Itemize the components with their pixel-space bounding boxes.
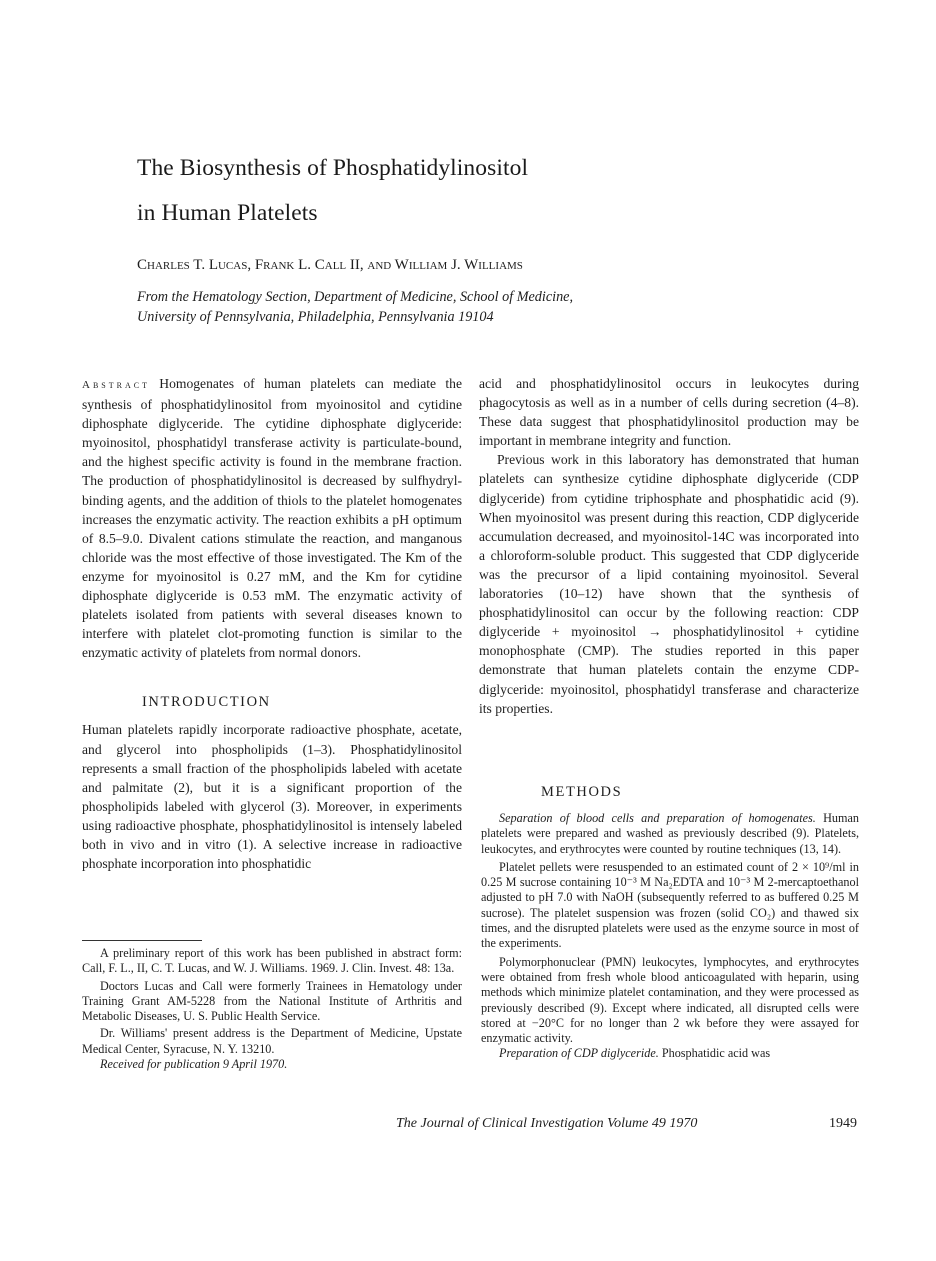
journal-footer: The Journal of Clinical Investigation Volume 49 1970 <box>396 1116 698 1131</box>
footnote-trainees: Doctors Lucas and Call were formerly Trainees in Hematology under Training Grant AM-5228 from the National Institute of Arthritis and Metabolic Diseases, U. S. Public Health Service. <box>82 978 462 1024</box>
received-date: Received for publication 9 April 1970. <box>100 1057 288 1072</box>
methods-paragraph-1 <box>481 811 859 857</box>
left-column <box>82 374 462 873</box>
introduction-heading: INTRODUCTION <box>142 694 271 711</box>
methods-section <box>481 811 859 1062</box>
footnote-present-address: Dr. Williams' present address is the Department of Medicine, Upstate Medical Center, Syracuse, N. Y. 13210. <box>82 1026 462 1056</box>
paper-title-line-1: The Biosynthesis of Phosphatidylinositol <box>137 155 529 181</box>
affiliation-line-2: University of Pennsylvania, Philadelphia, Pennsylvania 19104 <box>137 309 494 325</box>
footnote-divider <box>82 940 202 941</box>
introduction-paragraph-1: Human platelets rapidly incorporate radioactive phosphate, acetate, and glycerol into phospholipids (1–3). Phosphatidylinositol represents a small fraction of the phospholipids labeled with acetate and palmitate (2), but it is a significant proportion of the phospholipids labeled with glycerol (3). Moreover, in experiments using radioactive phosphate, phosphatidylinositol is intensely labeled both in vivo and in vitro (1). A selective increase in radioactive phosphate incorporation into phosphatidic <box>82 722 462 872</box>
introduction-paragraph-1-continued: acid and phosphatidylinositol occurs in leukocytes during phagocytosis as well as in a number of cells during secretion (4–8). These data suggest that phosphatidylinositol production may be important in membrane integrity and function. <box>479 376 859 449</box>
footnotes <box>82 946 462 1072</box>
methods-subheading-cdp: Preparation of CDP diglyceride. <box>499 1046 659 1061</box>
methods-paragraph-4-text: Phosphatidic acid was <box>661 1046 771 1061</box>
methods-paragraph-3: Polymorphonuclear (PMN) leukocytes, lymphocytes, and erythrocytes were obtained from fresh whole blood anticoagulated with heparin, using methods which minimize platelet contamination, and they were processed as previously described (9). Except where indicated, all disrupted cells were stored at −20°C for no longer than 2 wk before they were assayed for enzymatic activity. <box>481 954 859 1046</box>
methods-heading: METHODS <box>541 784 623 800</box>
abstract <box>82 374 462 662</box>
footnote-preliminary-report: A preliminary report of this work has been published in abstract form: Call, F. L., II, C. T. Lucas, and W. J. Williams. 1969. J. Clin. Invest. 48: 13a. <box>82 946 462 976</box>
page-number: 1949 <box>829 1116 857 1131</box>
methods-paragraph-4 <box>481 1046 859 1061</box>
author-list: Charles T. Lucas, Frank L. Call II, and William J. Williams <box>137 257 523 273</box>
paper-title-line-2: in Human Platelets <box>137 200 318 226</box>
affiliation <box>137 287 573 327</box>
affiliation-line-1: From the Hematology Section, Department of Medicine, School of Medicine, <box>137 289 574 305</box>
introduction-paragraph-2: Previous work in this laboratory has demonstrated that human platelets can synthesize cytidine diphosphate diglyceride (CDP diglyceride) from cytidine triphosphate and phosphatidic acid (9). When myoinositol was present during this reaction, CDP diglyceride accumulation decreased, and myoinositol-14C was incorporated into a chloroform-soluble product. This suggested that CDP diglyceride was the precursor of a lipid containing myoinositol. Several laboratories (10–12) have shown that the synthesis of phosphatidylinositol can occur by the following reaction: CDP diglyceride + myoinositol → phosphatidylinositol + cytidine monophosphate (CMP). The studies reported in this paper demonstrate that human platelets contain the enzyme CDP-diglyceride: myoinositol, phosphatidyl transferase and characterize its properties. <box>479 452 859 716</box>
methods-subheading-separation: Separation of blood cells and preparation of homogenates. <box>499 811 816 825</box>
methods-paragraph-1-text: Human platelets were prepared and washed as previously described (9). Platelets, leukocytes, and erythrocytes were counted by routine techniques (13, 14). <box>481 811 860 856</box>
right-column <box>479 374 859 718</box>
abstract-text: Homogenates of human platelets can mediate the synthesis of phosphatidylinositol from myoinositol and cytidine diphosphate diglyceride. The cytidine diphosphate diglyceride: myoinositol, phosphatidyl transferase activity is particulate-bound, and the highest specific activity is found in the membrane fraction. The production of phosphatidylinositol is decreased by sulfhydryl-binding agents, and the addition of thiols to the platelet homogenates increases the enzymatic activity. The reaction exhibits a pH optimum of 8.5–9.0. Divalent cations stimulate the reaction, and manganous chloride was the most effective of those investigated. The Km of the enzyme for myoinositol is 0.27 mM, and the Km for cytidine diphosphate diglyceride is 0.53 mM. The enzymatic activity of platelets isolated from patients with several diseases known to interfere with platelet clot-promoting function is similar to the enzymatic activity of platelets from normal donors. <box>82 376 462 661</box>
abstract-label: Abstract <box>82 379 150 391</box>
methods-paragraph-2: Platelet pellets were resuspended to an estimated count of 2 × 10⁹/ml in 0.25 M sucrose containing 10⁻³ M Na₂EDTA and 10⁻³ M 2-mercaptoethanol adjusted to pH 7.0 with NaOH (subsequently referred to as buffered 0.25 M sucrose). The platelet suspension was frozen (solid CO₂) and thawed six times, and the disrupted platelets were used as the enzyme source in most of the experiments. <box>481 859 859 951</box>
